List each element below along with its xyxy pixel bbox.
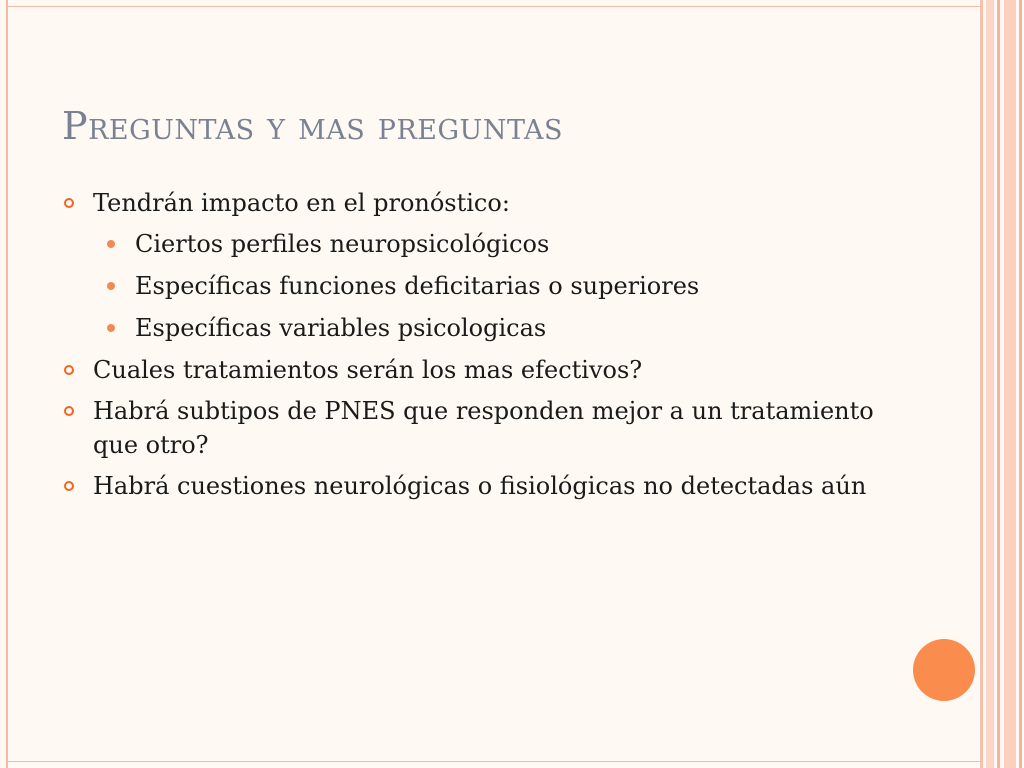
stripe bbox=[980, 0, 983, 768]
bullet-item bbox=[62, 353, 892, 387]
sub-bullet-text: Específicas variables psicologicas bbox=[135, 314, 547, 342]
stripe bbox=[1004, 0, 1016, 768]
sub-bullet-text: Ciertos perfiles neuropsicológicos bbox=[135, 230, 550, 258]
sub-bullet-text: Específicas funciones deficitarias o superiores bbox=[135, 272, 700, 300]
bullet-item bbox=[62, 394, 892, 462]
orange-ring-icon bbox=[64, 198, 74, 208]
slide-title: Preguntas y mas preguntas bbox=[62, 104, 563, 148]
stripe bbox=[986, 0, 994, 768]
bullet-list bbox=[62, 186, 892, 510]
orange-dot-icon bbox=[107, 240, 115, 248]
frame-bottom-line bbox=[6, 761, 982, 762]
orange-ring-icon bbox=[64, 365, 74, 375]
bullet-item bbox=[62, 469, 892, 503]
orange-circle-icon bbox=[913, 639, 975, 701]
orange-ring-icon bbox=[64, 406, 74, 416]
orange-dot-icon bbox=[107, 324, 115, 332]
sub-bullet-item bbox=[62, 311, 892, 345]
orange-ring-icon bbox=[64, 481, 74, 491]
stripe bbox=[997, 0, 1000, 768]
decorative-stripes bbox=[980, 0, 1024, 768]
sub-bullet-item bbox=[62, 227, 892, 261]
frame-left-line bbox=[6, 0, 8, 768]
sub-bullet-item bbox=[62, 269, 892, 303]
bullet-text: Tendrán impacto en el pronóstico: bbox=[93, 189, 510, 217]
frame-top-line bbox=[6, 6, 982, 7]
bullet-text: Habrá subtipos de PNES que responden mejor a un tratamiento que otro? bbox=[93, 397, 874, 459]
bullet-item bbox=[62, 186, 892, 220]
orange-dot-icon bbox=[107, 282, 115, 290]
bullet-text: Habrá cuestiones neurológicas o fisiológicas no detectadas aún bbox=[93, 472, 867, 500]
stripe bbox=[1019, 0, 1022, 768]
bullet-text: Cuales tratamientos serán los mas efectivos? bbox=[93, 356, 643, 384]
